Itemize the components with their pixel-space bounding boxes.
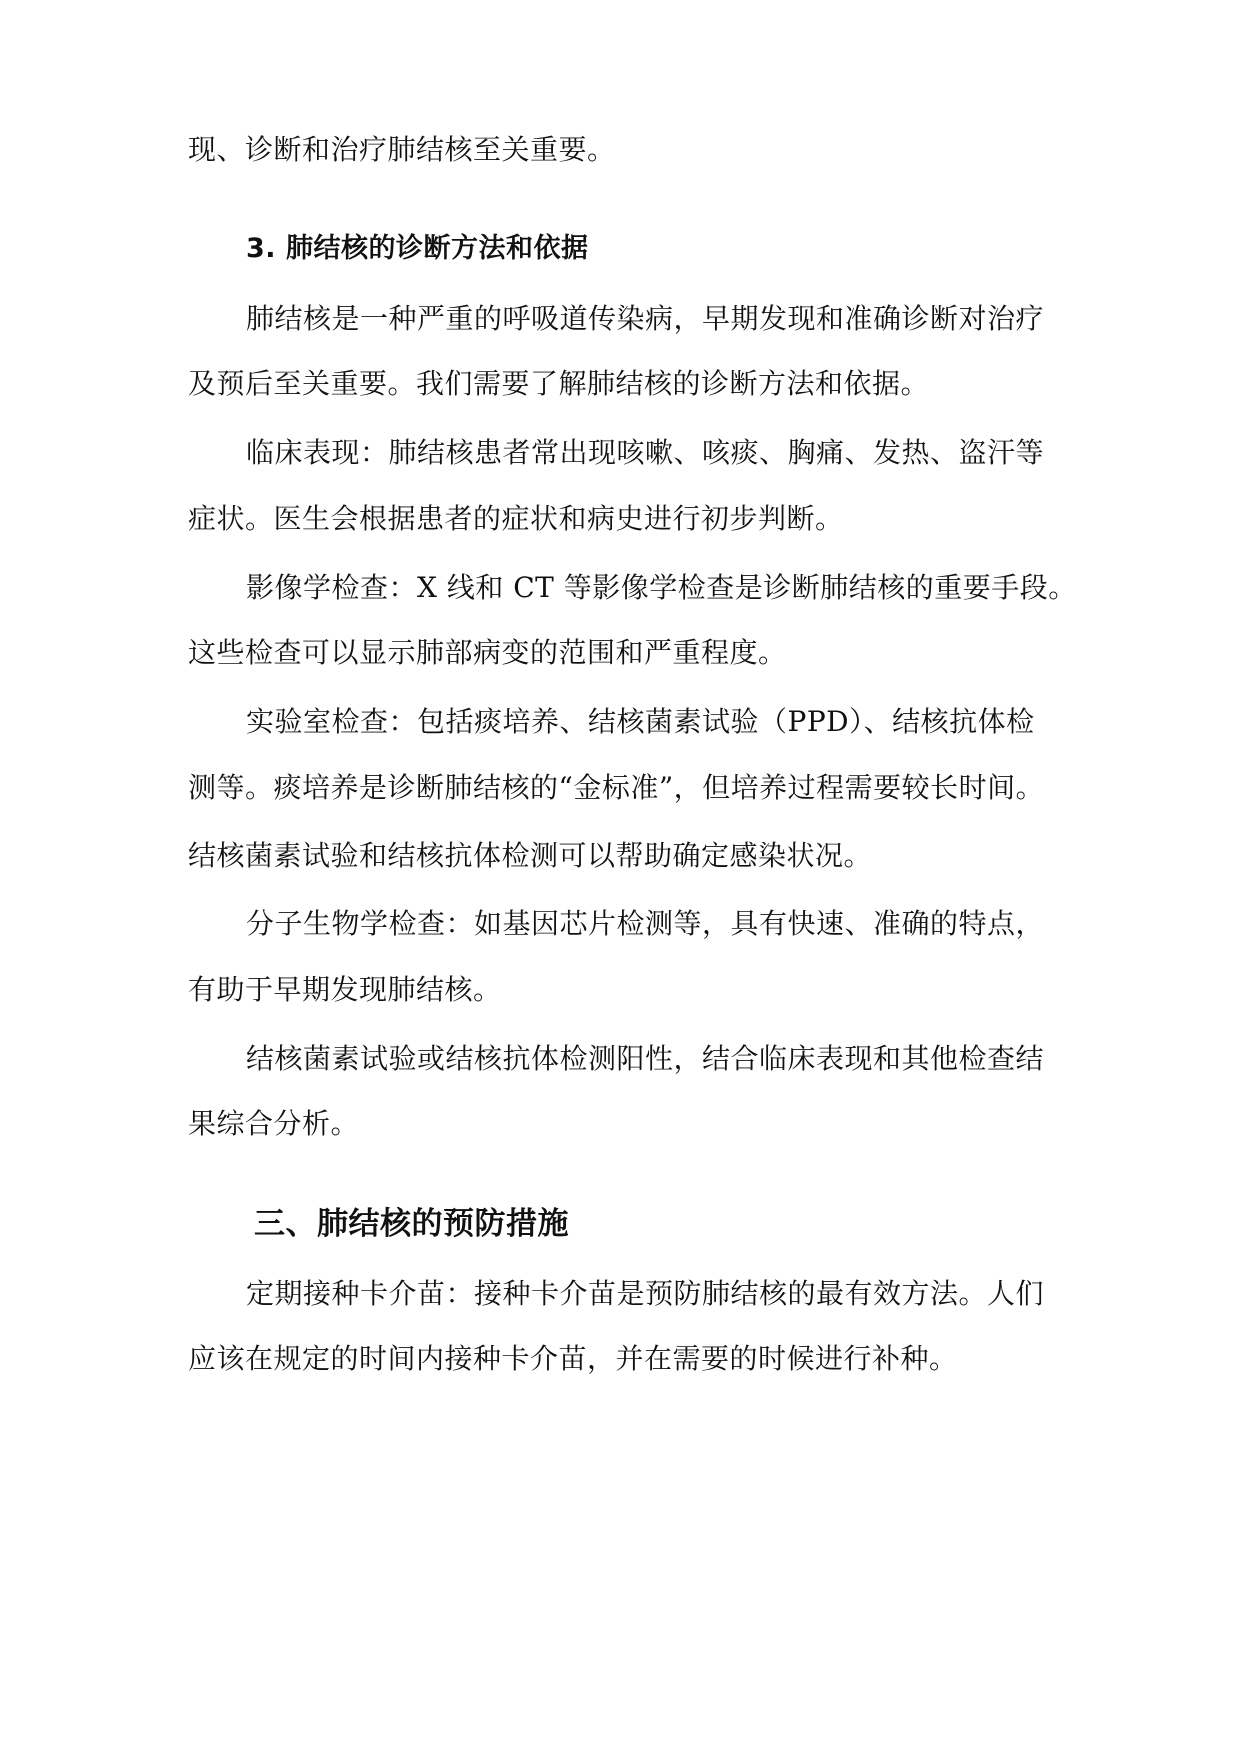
- paragraph-line: 分子生物学检查：如基因芯片检测等，具有快速、准确的特点，: [246, 907, 1045, 940]
- paragraph-line: 结核菌素试验或结核抗体检测阳性，结合临床表现和其他检查结: [246, 1042, 1045, 1075]
- paragraph-line: 结核菌素试验和结核抗体检测可以帮助确定感染状况。: [188, 839, 873, 872]
- paragraph-line: 应该在规定的时间内接种卡介苗，并在需要的时候进行补种。: [188, 1342, 958, 1375]
- section-heading: 三、肺结核的预防措施: [254, 1206, 569, 1242]
- paragraph-line: 果综合分析。: [188, 1107, 360, 1140]
- paragraph-line: 及预后至关重要。我们需要了解肺结核的诊断方法和依据。: [188, 367, 930, 400]
- paragraph-line: 有助于早期发现肺结核。: [188, 973, 502, 1006]
- paragraph-line: 实验室检查：包括痰培养、结核菌素试验（PPD）、结核抗体检: [246, 705, 1035, 738]
- continuation-line: 现、诊断和治疗肺结核至关重要。: [188, 133, 616, 166]
- paragraph-line: 这些检查可以显示肺部病变的范围和严重程度。: [188, 636, 787, 669]
- paragraph-line: 定期接种卡介苗：接种卡介苗是预防肺结核的最有效方法。人们: [246, 1277, 1045, 1310]
- paragraph-line: 影像学检查：X 线和 CT 等影像学检查是诊断肺结核的重要手段。: [246, 571, 1077, 604]
- paragraph-line: 测等。痰培养是诊断肺结核的“金标准”，但培养过程需要较长时间。: [188, 771, 1045, 804]
- paragraph-line: 症状。医生会根据患者的症状和病史进行初步判断。: [188, 502, 844, 535]
- subsection-heading: 3. 肺结核的诊断方法和依据: [246, 233, 589, 264]
- paragraph-line: 临床表现：肺结核患者常出现咳嗽、咳痰、胸痛、发热、盗汗等: [246, 436, 1045, 469]
- paragraph-line: 肺结核是一种严重的呼吸道传染病，早期发现和准确诊断对治疗: [246, 302, 1045, 335]
